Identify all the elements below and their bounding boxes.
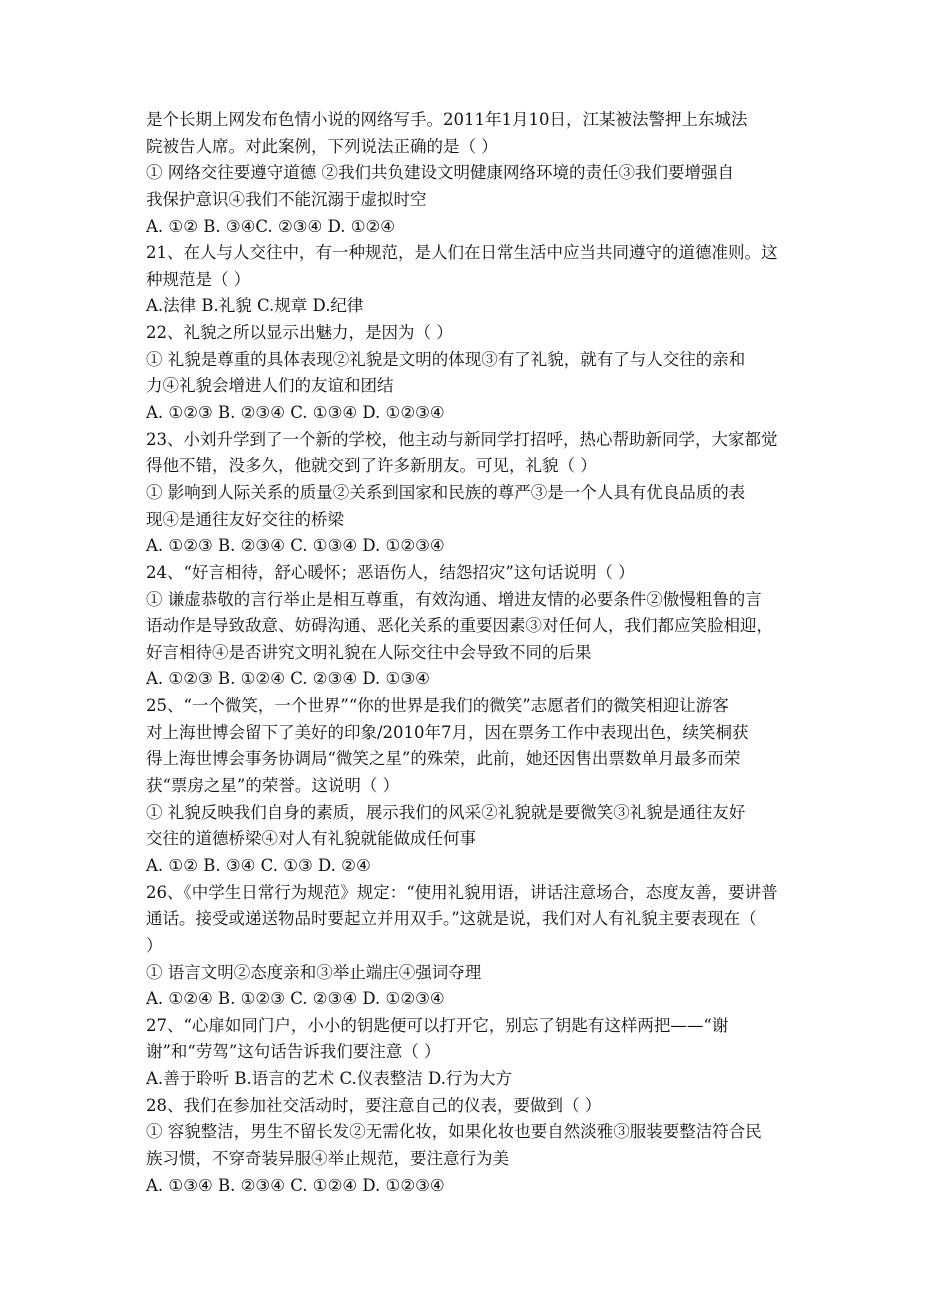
- text-line: A. ①②③ B. ①②④ C. ②③④ D. ①③④: [146, 669, 430, 689]
- text-line: 谢”和“劳驾”这句话告诉我们要注意（ ）: [146, 1042, 441, 1062]
- text-line: A. ①②③ B. ②③④ C. ①③④ D. ①②③④: [146, 536, 445, 556]
- text-line: A. ①② B. ③④C. ②③④ D. ①②④: [146, 216, 396, 236]
- text-line: A.法律 B.礼貌 C.规章 D.纪律: [146, 296, 364, 316]
- text-line: 好言相待④是否讲究文明礼貌在人际交往中会导致不同的后果: [146, 642, 592, 662]
- text-line: ① 语言文明②态度亲和③举止端庄④强词夺理: [146, 962, 482, 982]
- text-line: 通话。接受或递送物品时要起立并用双手。”这就是说，我们对人有礼貌主要表现在（: [146, 909, 757, 929]
- text-line: 我保护意识④我们不能沉溺于虚拟时空: [146, 189, 427, 209]
- text-line: 25、“一个微笑，一个世界”“你的世界是我们的微笑”志愿者们的微笑相迎让游客: [146, 696, 729, 716]
- text-line: 种规范是（ ）: [146, 269, 251, 289]
- text-line: A.善于聆听 B.语言的艺术 C.仪表整洁 D.行为大方: [146, 1069, 512, 1089]
- text-line: 是个长期上网发布色情小说的网络写手。2011年1月10日，江某被法警押上东城法: [146, 110, 748, 129]
- text-line: 28、我们在参加社交活动时，要注意自己的仪表，要做到（ ）: [146, 1095, 602, 1115]
- text-line: A. ①③④ B. ②③④ C. ①②④ D. ①②③④: [146, 1175, 445, 1195]
- text-line: 现④是通往友好交往的桥梁: [146, 509, 344, 529]
- text-line: 得上海世博会事务协调局“微笑之星”的殊荣，此前，她还因售出票数单月最多而荣: [146, 749, 741, 769]
- text-line: 力④礼貌会增进人们的友谊和团结: [146, 376, 394, 396]
- text-line: ）: [146, 935, 163, 955]
- text-line: 22、礼貌之所以显示出魅力，是因为（ ）: [146, 323, 453, 343]
- text-line: 27、“心扉如同门户，小小的钥匙便可以打开它，别忘了钥匙有这样两把——“谢: [146, 1015, 729, 1035]
- text-line: 语动作是导致敌意、妨碍沟通、恶化关系的重要因素③对任何人，我们都应笑脸相迎，: [146, 616, 773, 636]
- text-line: ① 礼貌是尊重的具体表现②礼貌是文明的体现③有了礼貌，就有了与人交往的亲和: [146, 349, 746, 369]
- text-line: 21、在人与人交往中，有一种规范，是人们在日常生活中应当共同遵守的道德准则。这: [146, 243, 778, 263]
- text-line: ① 礼貌反映我们自身的素质，展示我们的风采②礼貌就是要微笑③礼貌是通往友好: [146, 802, 746, 822]
- text-line: ① 网络交往要遵守道德 ②我们共负建设文明健康网络环境的责任③我们要增强自: [146, 163, 734, 183]
- text-line: 院被告人席。对此案例，下列说法正确的是（ ）: [146, 136, 498, 156]
- text-line: A. ①②③ B. ②③④ C. ①③④ D. ①②③④: [146, 403, 445, 423]
- text-line: 23、小刘升学到了一个新的学校，他主动与新同学打招呼，热心帮助新同学，大家都觉: [146, 429, 778, 449]
- text-line: ① 谦虚恭敬的言行举止是相互尊重，有效沟通、增进友情的必要条件②傲慢粗鲁的言: [146, 589, 762, 609]
- text-line: 26、《中学生日常行为规范》规定：“使用礼貌用语，讲话注意场合，态度友善，要讲普: [146, 882, 778, 902]
- text-line: A. ①②④ B. ①②③ C. ②③④ D. ①②③④: [146, 989, 445, 1009]
- text-line: 24、“好言相待，舒心暖怀；恶语伤人，结怨招灾”这句话说明（ ）: [146, 562, 635, 582]
- text-line: 交往的道德桥梁④对人有礼貌就能做成任何事: [146, 829, 476, 849]
- text-line: A. ①② B. ③④ C. ①③ D. ②④: [146, 855, 371, 875]
- text-line: ① 容貌整洁，男生不留长发②无需化妆，如果化妆也要自然淡雅③服装要整洁符合民: [146, 1122, 762, 1142]
- text-line: 得他不错，没多久，他就交到了许多新朋友。可见，礼貌（ ）: [146, 456, 597, 476]
- text-line: 获“票房之星”的荣誉。这说明（ ）: [146, 776, 400, 796]
- text-line: 对上海世博会留下了美好的印象/2010年7月，因在票务工作中表现出色，续笑桐获: [146, 722, 749, 742]
- text-line: 族习惯，不穿奇装异服④举止规范，要注意行为美: [146, 1148, 509, 1168]
- document-body: [146, 107, 810, 1199]
- text-line: ① 影响到人际关系的质量②关系到国家和民族的尊严③是一个人具有优良品质的表: [146, 482, 746, 502]
